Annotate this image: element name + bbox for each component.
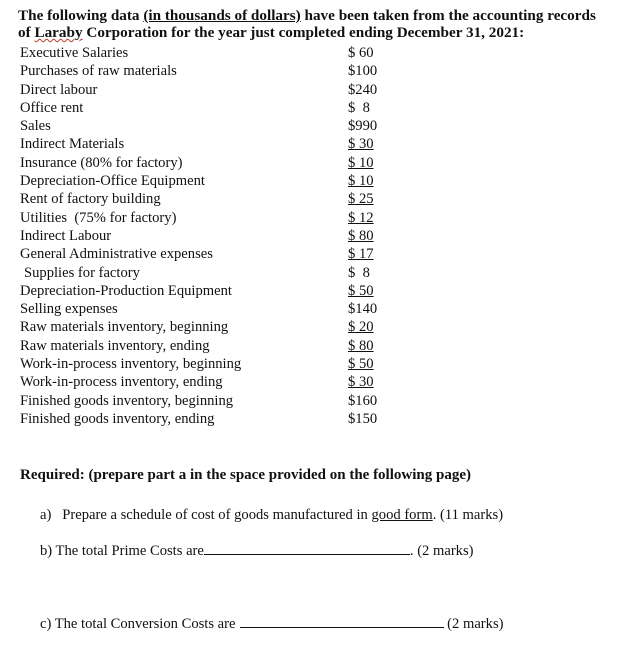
item-label: Raw materials inventory, ending [20, 337, 210, 354]
item-label: Insurance (80% for factory) [20, 154, 183, 171]
question-a-underlined: good form [371, 507, 433, 523]
item-value: $ 10 [348, 154, 374, 171]
item-value: $ 12 [348, 209, 374, 226]
item-label: Utilities (75% for factory) [20, 209, 177, 226]
item-label: Depreciation-Office Equipment [20, 173, 205, 190]
required-heading: Required: (prepare part a in the space provided on the following page) [20, 467, 471, 483]
question-c-marks: (2 marks) [447, 616, 504, 632]
item-row [20, 300, 400, 318]
item-label: Selling expenses [20, 301, 118, 318]
item-value: $990 [348, 118, 378, 135]
item-label: Depreciation-Production Equipment [20, 282, 232, 299]
question-a [40, 507, 503, 524]
item-value: $ 8 [348, 99, 370, 116]
question-b-text: b) The total Prime Costs are [40, 543, 204, 559]
item-row [20, 337, 400, 355]
item-value: $140 [348, 301, 378, 318]
intro-text-of: of [18, 24, 35, 41]
item-label: Finished goods inventory, beginning [20, 392, 234, 409]
intro-text-end: Corporation for the year just completed ending December 31, 2021: [82, 24, 525, 41]
item-row [20, 410, 400, 428]
question-a-text: a) Prepare a schedule of cost of goods manufactured in [40, 507, 372, 523]
item-value: $150 [348, 410, 378, 427]
item-row [20, 117, 400, 135]
item-value: $ 30 [348, 374, 374, 391]
item-row [20, 190, 400, 208]
item-row [20, 135, 400, 153]
item-value: $ 50 [348, 282, 374, 299]
answer-blank-c[interactable] [240, 626, 444, 628]
item-value: $ 30 [348, 136, 374, 153]
item-label: Indirect Materials [20, 136, 125, 153]
item-label: Finished goods inventory, ending [20, 410, 215, 427]
item-value: $ 17 [348, 246, 374, 263]
question-b-marks: . (2 marks) [409, 543, 474, 559]
item-value: $ 80 [348, 337, 374, 354]
item-row [20, 392, 400, 410]
item-value: $100 [348, 63, 378, 80]
item-row [20, 172, 400, 190]
item-row [20, 62, 400, 80]
item-row [20, 154, 400, 172]
item-row [20, 227, 400, 245]
item-value: $ 60 [348, 45, 374, 61]
item-label: Direct labour [20, 81, 98, 98]
item-row [20, 355, 400, 373]
accounting-items-list [20, 44, 400, 428]
intro-line-2 [18, 24, 630, 41]
item-value: $ 50 [348, 356, 374, 373]
item-value: $ 80 [348, 227, 374, 244]
intro-text: The following data [18, 7, 144, 24]
item-row [20, 282, 400, 300]
item-row [20, 373, 400, 391]
question-c [40, 616, 504, 633]
question-a-marks: . (11 marks) [432, 507, 504, 523]
item-value: $240 [348, 81, 378, 98]
item-label: Sales [20, 118, 51, 135]
item-label: Work-in-process inventory, ending [20, 374, 223, 391]
problem-intro [18, 7, 630, 41]
item-label: Work-in-process inventory, beginning [20, 356, 242, 373]
answer-blank-b[interactable] [204, 553, 410, 555]
item-row [20, 44, 400, 62]
item-label: Indirect Labour [20, 227, 112, 244]
item-label: General Administrative expenses [20, 246, 213, 263]
item-row [20, 209, 400, 227]
item-label: Purchases of raw materials [20, 63, 177, 80]
item-value: $ 10 [348, 173, 374, 190]
item-row [20, 264, 400, 282]
item-row [20, 245, 400, 263]
item-label: Rent of factory building [20, 191, 161, 208]
item-value: $ 25 [348, 191, 374, 208]
item-row [20, 81, 400, 99]
item-value: $ 20 [348, 319, 374, 336]
item-label: Raw materials inventory, beginning [20, 319, 229, 336]
item-value: $ 8 [348, 264, 370, 281]
company-name: Laraby [34, 24, 83, 41]
item-row [20, 318, 400, 336]
item-value: $160 [348, 392, 378, 409]
item-row [20, 99, 400, 117]
item-label: Supplies for factory [24, 264, 140, 281]
intro-text-cont: have been taken from the accounting records [300, 7, 596, 24]
item-label: Executive Salaries [20, 45, 129, 61]
question-b [40, 543, 474, 560]
intro-line-1 [18, 7, 630, 24]
intro-units-underlined: (in thousands of dollars) [143, 7, 301, 24]
item-label: Office rent [20, 99, 84, 116]
question-c-text: c) The total Conversion Costs are [40, 616, 236, 632]
